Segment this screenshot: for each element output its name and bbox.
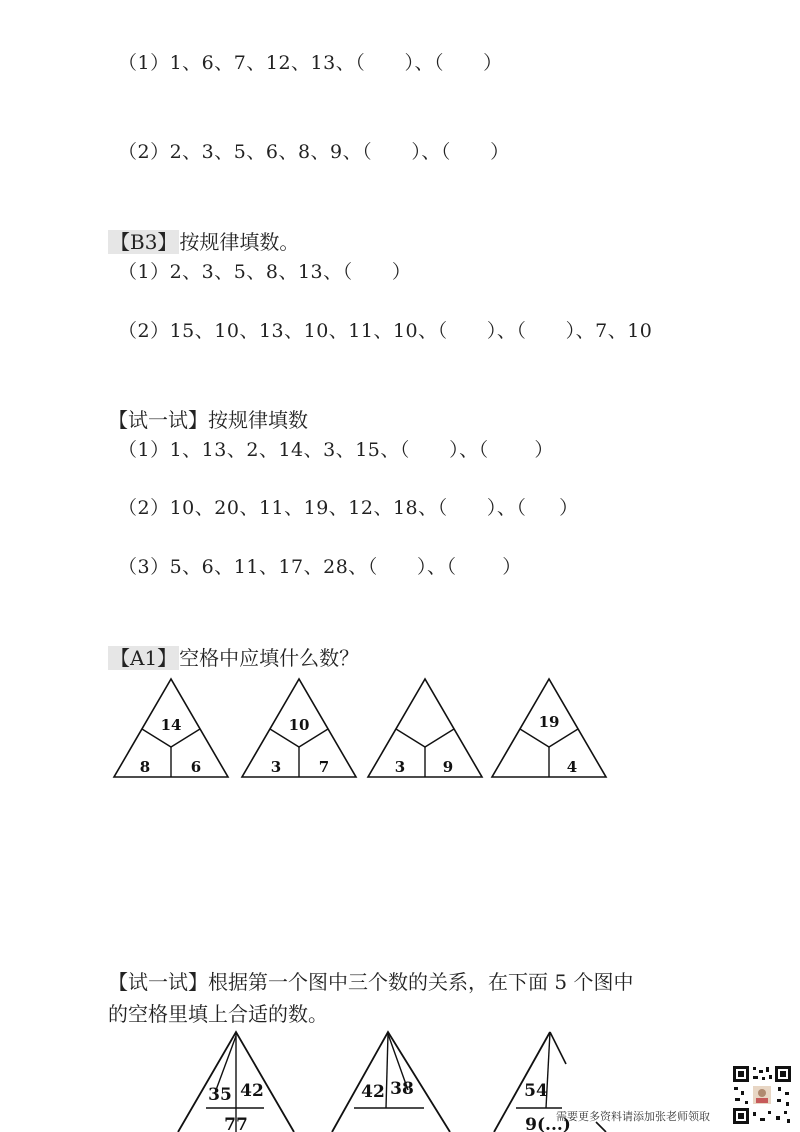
triangle-3-left: 3 [394,758,406,776]
triangle-4-top: 19 [538,713,560,731]
triangle-2-right: 7 [318,758,330,776]
triangle-puzzle-3 [366,677,484,779]
triangle-2-left: 3 [270,758,282,776]
figure-1-left: 35 [208,1085,232,1105]
triangle-1-top: 14 [160,716,182,734]
b3-question-1: （1）2、3、5、8、13、（ ） [118,261,412,283]
figure-2-right: 38 [390,1079,414,1099]
triangle-puzzle-1 [112,677,230,779]
triangle-1-right: 6 [190,758,202,776]
sequence-1: （1）1、6、7、12、13、（ ）、（ ） [118,52,503,74]
try1-question-2: （2）10、20、11、19、12、18、（ ）、（ ） [118,497,579,519]
b3-title: 按规律填数。 [179,230,300,254]
b3-heading [108,226,299,255]
triangle-2-top: 10 [288,716,310,734]
figure-3-bottom: 9(...) [525,1115,571,1132]
qr-code-icon [731,1064,793,1126]
try1-question-3: （3）5、6、11、17、28、（ ）、（ ） [118,556,522,578]
footer-note: 需要更多资料请添加张老师领取 [556,1110,710,1123]
figure-1-right: 42 [240,1081,264,1101]
try2-line-1: 【试一试】根据第一个图中三个数的关系，在下面 5 个图中 [108,970,634,994]
triangle-1-left: 8 [139,758,151,776]
a1-title: 空格中应填什么数？ [179,646,360,670]
figure-2-left: 42 [361,1082,385,1102]
try1-heading: 【试一试】按规律填数 [108,408,308,432]
try2-line-2: 的空格里填上合适的数。 [108,1002,328,1026]
arrow-figure-2 [330,1030,460,1132]
try1-question-1: （1）1、13、2、14、3、15、（ ）、（ ） [118,439,554,461]
arrow-figure-1 [176,1030,306,1132]
a1-heading [108,642,359,671]
triangle-4-right: 4 [566,758,578,776]
b3-tag: 【B3】 [110,230,178,254]
triangle-puzzle-2 [240,677,358,779]
sequence-2: （2）2、3、5、6、8、9、（ ）、（ ） [118,141,510,163]
a1-tag: 【A1】 [110,646,178,670]
triangle-3-right: 9 [442,758,454,776]
b3-question-2: （2）15、10、13、10、11、10、（ ）、（ ）、7、10 [118,320,653,342]
figure-1-bottom: 77 [224,1115,248,1132]
figure-3-left: 54 [524,1081,548,1101]
triangle-puzzle-4 [490,677,608,779]
